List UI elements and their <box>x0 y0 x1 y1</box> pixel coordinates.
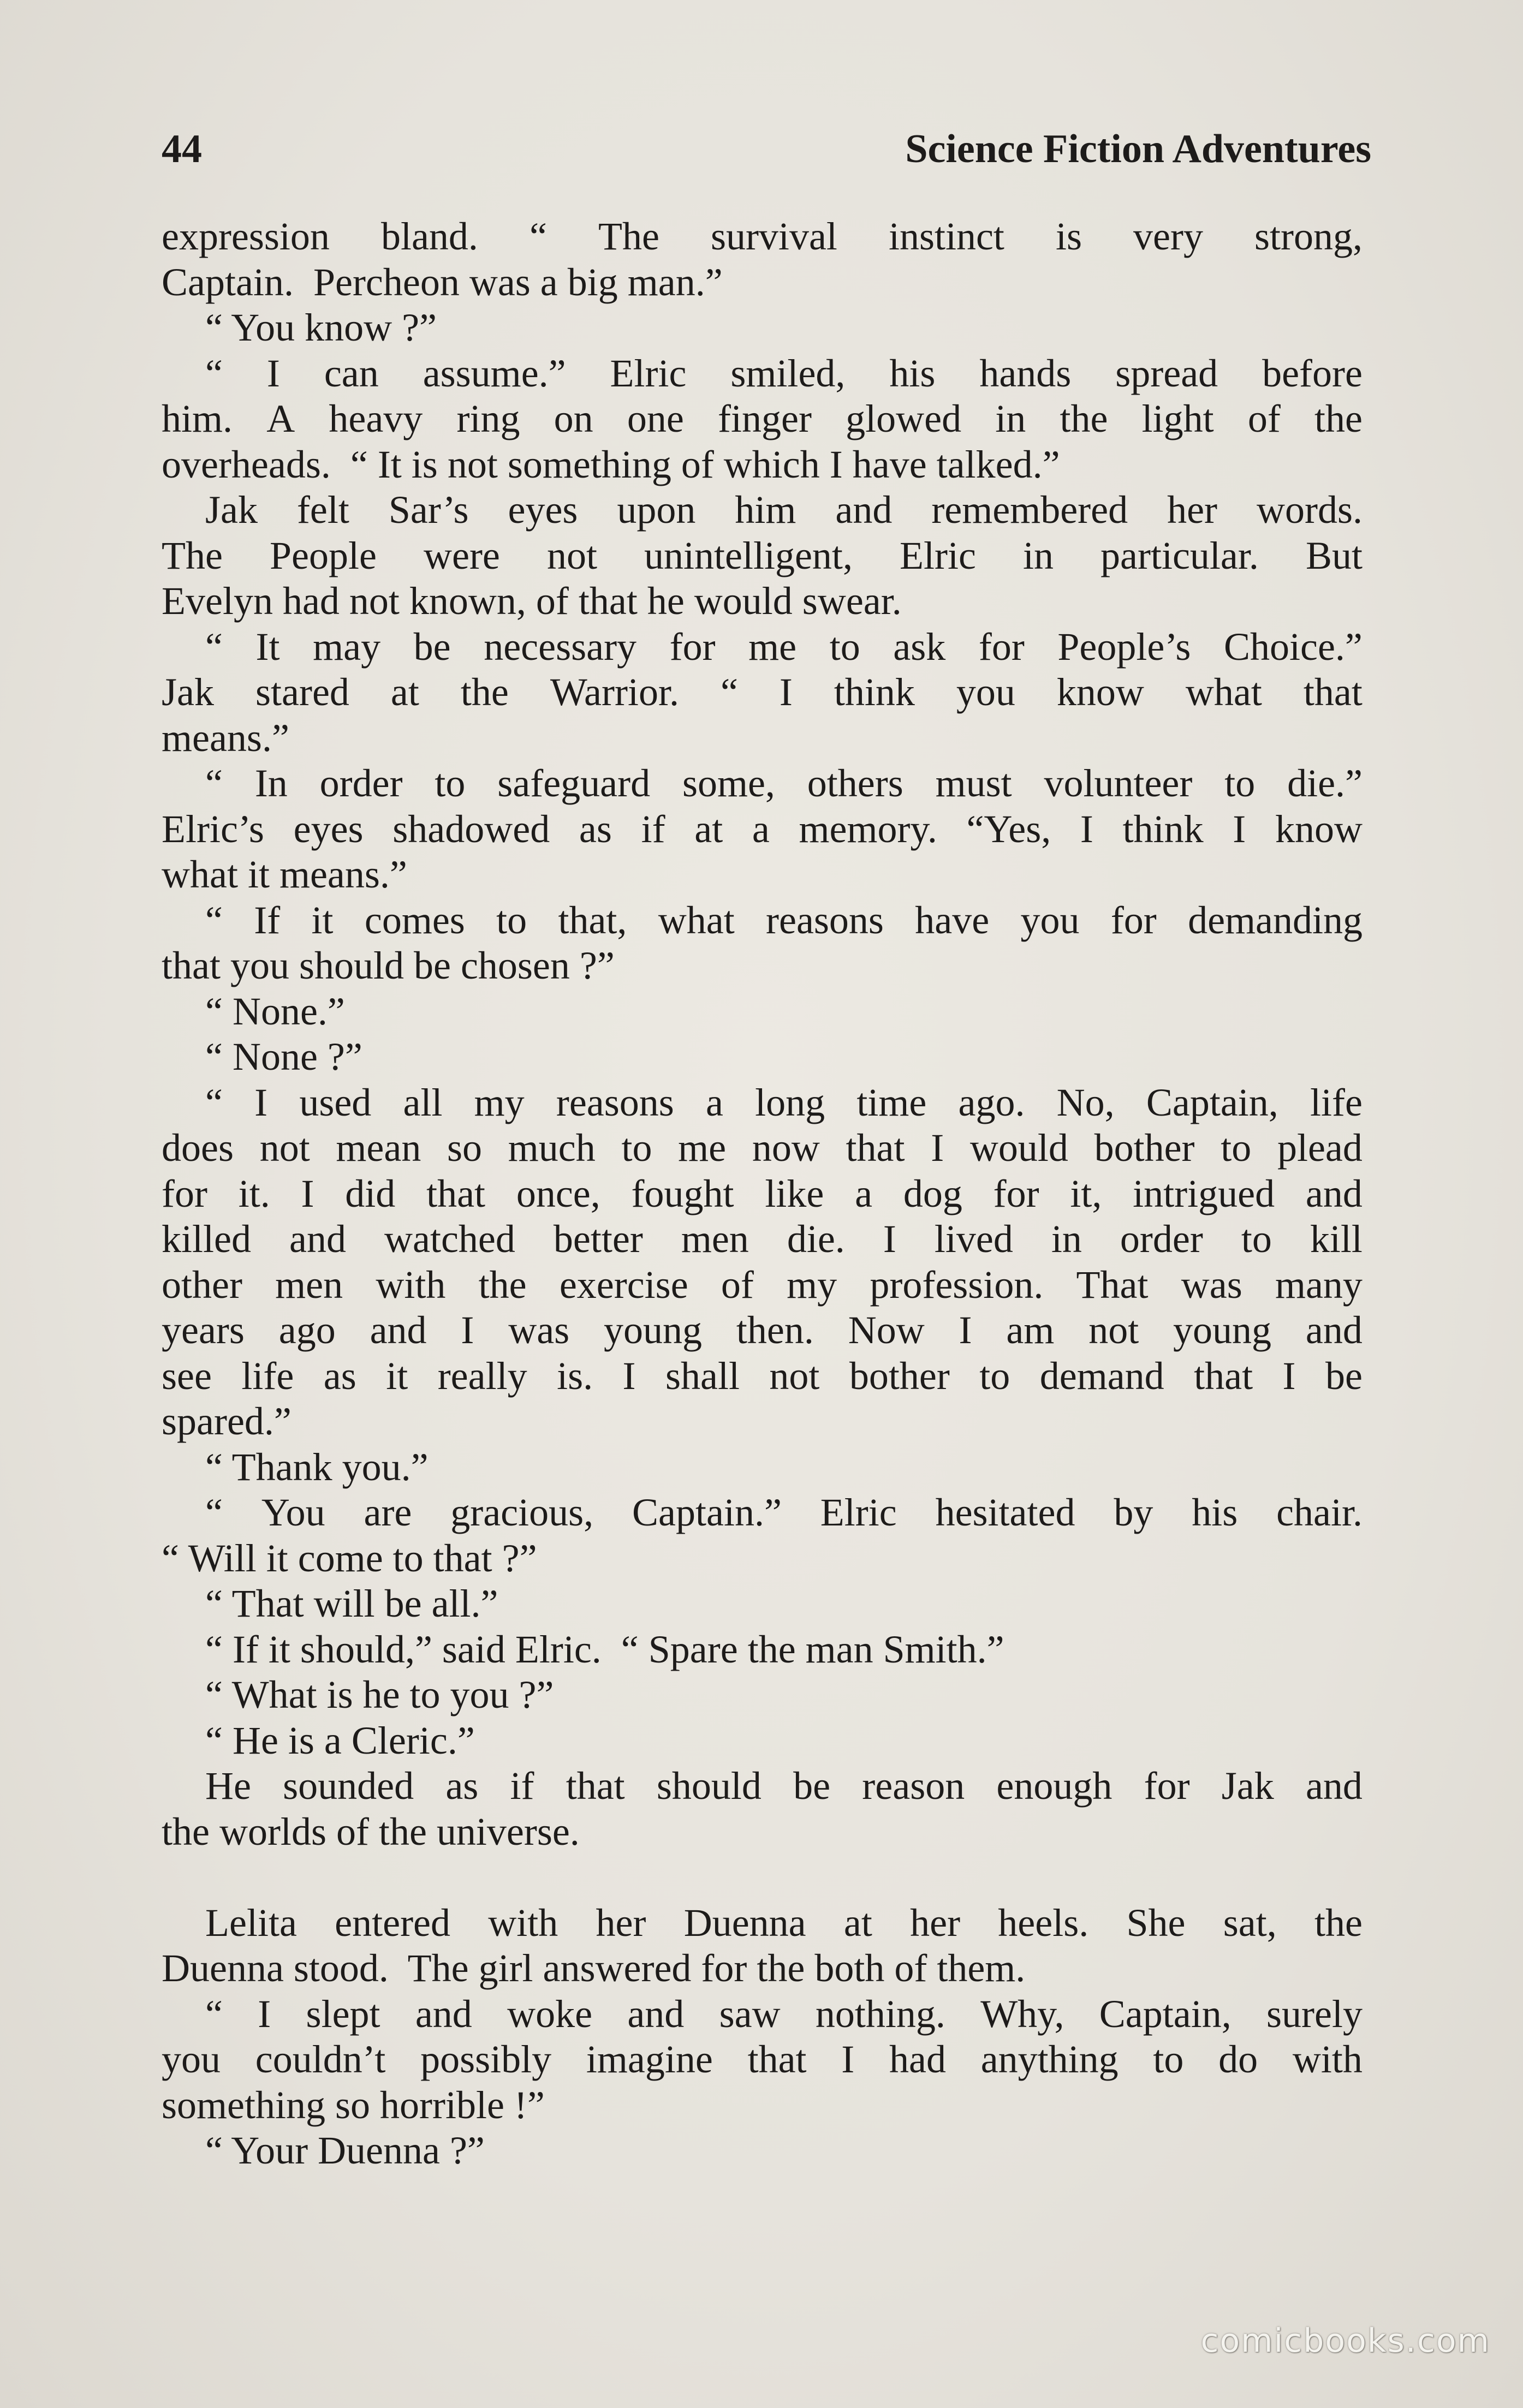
text-line: killed and watched better men die. I lived in order to kill <box>162 1217 1363 1261</box>
text-line: Jak felt Sar’s eyes upon him and remembered her words. <box>205 488 1363 532</box>
text-line: “ I used all my reasons a long time ago. No, Captain, life <box>205 1080 1363 1124</box>
text-line: for it. I did that once, fought like a dog for it, intrigued and <box>162 1171 1363 1215</box>
text-line: see life as it really is. I shall not bother to demand that I be <box>162 1354 1363 1398</box>
text-line: “ You are gracious, Captain.” Elric hesitated by his chair. <box>205 1491 1363 1534</box>
text-line: “ Will it come to that ?” <box>162 1536 537 1580</box>
text-line: years ago and I was young then. Now I am not young and <box>162 1308 1363 1352</box>
text-line: Elric’s eyes shadowed as if at a memory. “Yes, I think I know <box>162 807 1363 851</box>
text-line: “ None ?” <box>205 1035 362 1078</box>
text-line: Evelyn had not known, of that he would swear. <box>162 579 902 623</box>
text-line: the worlds of the universe. <box>162 1809 580 1853</box>
text-line: “ He is a Cleric.” <box>205 1718 475 1762</box>
text-line: you couldn’t possibly imagine that I had anything to do with <box>162 2037 1363 2081</box>
text-line: “ It may be necessary for me to ask for People’s Choice.” <box>205 624 1363 669</box>
page-number: 44 <box>162 127 202 171</box>
text-line: “ If it comes to that, what reasons have you for demanding <box>205 898 1363 942</box>
text-line: The People were not unintelligent, Elric in particular. But <box>162 533 1363 577</box>
text-line: Duenna stood. The girl answered for the both of them. <box>162 1946 1026 1990</box>
text-line: “ That will be all.” <box>205 1582 498 1625</box>
text-line: “ What is he to you ?” <box>205 1673 554 1716</box>
body-text <box>162 214 1363 2174</box>
text-line: “ If it should,” said Elric. “ Spare the man Smith.” <box>205 1627 1004 1671</box>
text-line: Jak stared at the Warrior. “ I think you know what that <box>162 670 1363 714</box>
text-line: overheads. “ It is not something of which I have talked.” <box>162 442 1060 486</box>
watermark: comicbooks.com <box>1200 2322 1490 2360</box>
text-line: what it means.” <box>162 853 407 896</box>
text-line: “ Thank you.” <box>205 1445 429 1489</box>
text-line: Captain. Percheon was a big man.” <box>162 260 723 304</box>
text-line: spared.” <box>162 1399 291 1443</box>
text-line: expression bland. “ The survival instinct is very strong, <box>162 214 1363 258</box>
page-header <box>162 124 1371 174</box>
text-line: something so horrible !” <box>162 2083 545 2127</box>
text-line: Lelita entered with her Duenna at her heels. She sat, the <box>205 1900 1363 1945</box>
text-line: other men with the exercise of my profession. That was many <box>162 1262 1363 1307</box>
text-line <box>162 1855 1363 1900</box>
text-line: “ In order to safeguard some, others must volunteer to die.” <box>205 761 1363 805</box>
text-line: “ I slept and woke and saw nothing. Why, Captain, surely <box>205 1992 1363 2036</box>
text-line: “ I can assume.” Elric smiled, his hands spread before <box>205 351 1363 395</box>
text-line: means.” <box>162 716 289 760</box>
text-line: that you should be chosen ?” <box>162 944 615 987</box>
text-line: “ Your Duenna ?” <box>205 2129 485 2172</box>
running-title: Science Fiction Adventures <box>905 127 1371 171</box>
text-line: does not mean so much to me now that I would bother to plead <box>162 1126 1363 1170</box>
text-line: He sounded as if that should be reason enough for Jak and <box>205 1764 1363 1808</box>
text-line: “ None.” <box>205 989 345 1033</box>
text-line: “ You know ?” <box>205 306 437 349</box>
text-line: him. A heavy ring on one finger glowed in the light of the <box>162 397 1363 440</box>
